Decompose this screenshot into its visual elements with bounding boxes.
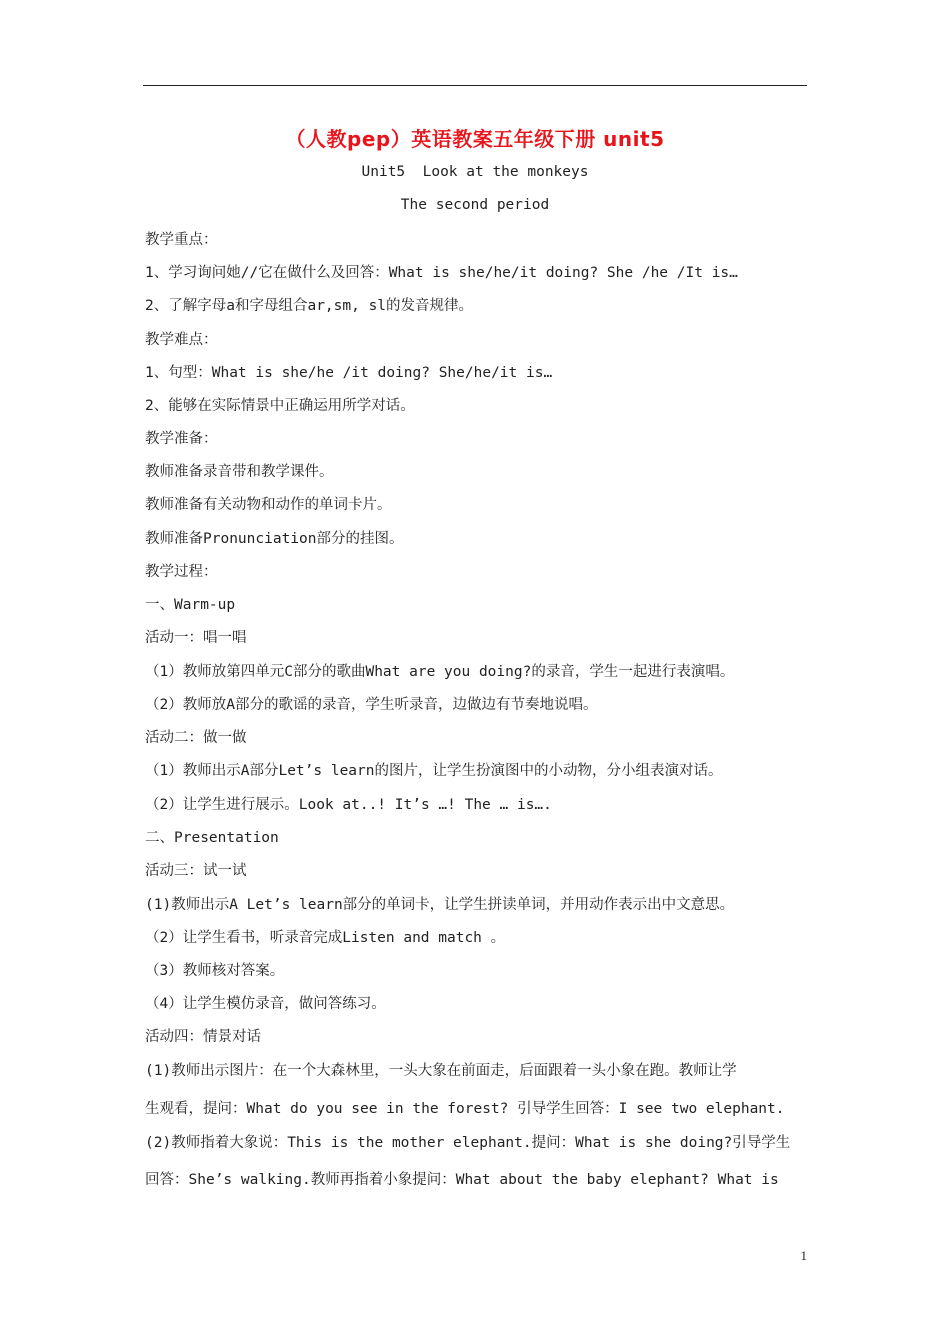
text-line: 教师准备Pronunciation部分的挂图。	[145, 531, 404, 547]
text-line: 回答：She’s walking.教师再指着小象提问：What about the baby elephant? What is	[145, 1172, 779, 1188]
text-line: (1)教师出示图片：在一个大森林里，一头大象在前面走，后面跟着一头小象在跑。教师让学	[145, 1063, 737, 1079]
section-heading: 教学难点：	[145, 332, 218, 348]
text-line: (1)教师出示A Let’s learn部分的单词卡，让学生拼读单词，并用动作表示出中文意思。	[145, 897, 735, 913]
text-line: 1、学习询问她//它在做什么及回答：What is she/he/it doing? She /he /It is…	[145, 265, 738, 281]
section-heading: 教学过程：	[145, 564, 218, 580]
text-line: 2、能够在实际情景中正确运用所学对话。	[145, 398, 415, 414]
period-subtitle: The second period	[400, 197, 550, 213]
text-line: （3）教师核对答案。	[145, 963, 285, 979]
text-line: 教师准备有关动物和动作的单词卡片。	[145, 497, 392, 513]
activity-heading: 活动四：情景对话	[145, 1029, 261, 1045]
activity-heading: 活动二：做一做	[145, 730, 247, 746]
text-line: （4）让学生模仿录音，做问答练习。	[145, 996, 386, 1012]
page-number: 1	[800, 1248, 807, 1263]
text-line: 1、句型：What is she/he /it doing? She/he/it is…	[145, 365, 553, 381]
text-line: 生观看，提问：What do you see in the forest? 引导学生回答：I see two elephant.	[145, 1101, 785, 1117]
text-line: （1）教师放第四单元C部分的歌曲What are you doing?的录音，学生一起进行表演唱。	[145, 664, 735, 680]
activity-heading: 活动三：试一试	[145, 863, 247, 879]
document-title: （人教pep）英语教案五年级下册 unit5	[285, 127, 665, 151]
text-line: （2）教师放A部分的歌谣的录音，学生听录音，边做边有节奏地说唱。	[145, 697, 598, 713]
text-line: （1）教师出示A部分Let’s learn的图片，让学生扮演图中的小动物，分小组表演对话。	[145, 763, 723, 779]
section-heading: 二、Presentation	[145, 830, 279, 846]
unit-subtitle: Unit5 Look at the monkeys	[361, 164, 589, 180]
section-heading: 教学准备：	[145, 431, 218, 447]
text-line: 教师准备录音带和教学课件。	[145, 464, 334, 480]
activity-heading: 活动一：唱一唱	[145, 630, 247, 646]
text-line: (2)教师指着大象说：This is the mother elephant.提问：What is she doing?引导学生	[145, 1135, 791, 1151]
text-line: （2）让学生看书，听录音完成Listen and match 。	[145, 930, 506, 946]
section-heading: 一、Warm-up	[145, 597, 236, 613]
header-rule	[143, 85, 807, 86]
text-line: （2）让学生进行展示。Look at..! It’s …! The … is….	[145, 797, 552, 813]
text-line: 2、了解字母a和字母组合ar,sm, sl的发音规律。	[145, 298, 474, 314]
section-heading: 教学重点：	[145, 232, 218, 248]
